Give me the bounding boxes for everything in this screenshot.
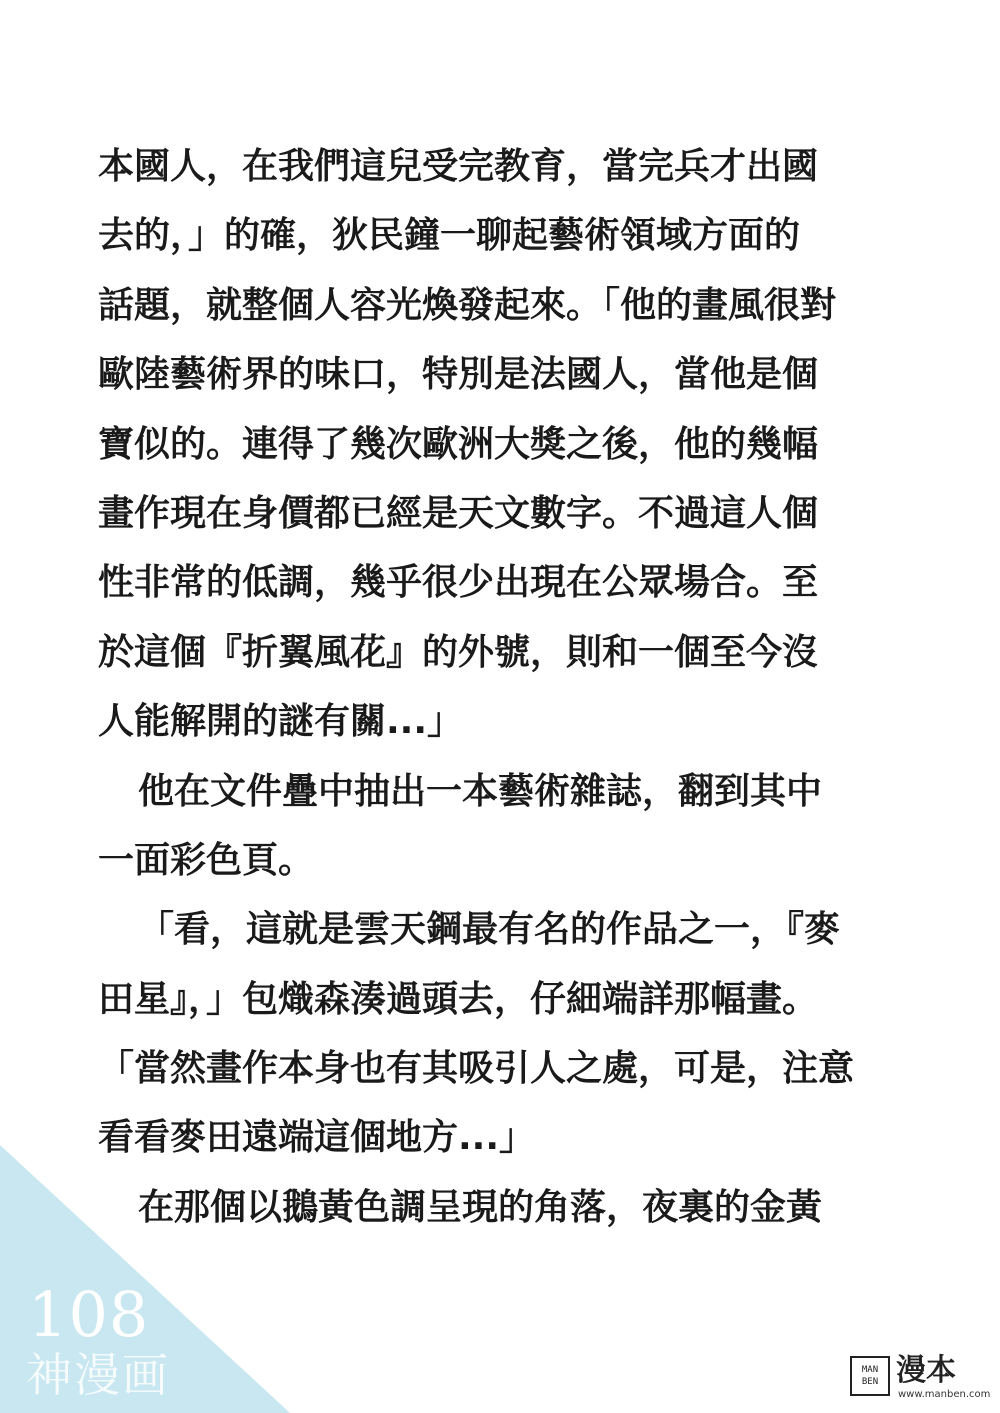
text-line: 人能解開的謎有關...」: [98, 701, 464, 743]
text-line: 「看，這就是雲天鋼最有名的作品之一，『麥: [138, 909, 841, 951]
text-line: 田星』，」包熾森湊過頭去，仔細端詳那幅畫。: [98, 978, 819, 1020]
watermark-url: www.manben.com: [898, 1389, 991, 1400]
text-line: 歐陸藝術界的味口，特別是法國人，當他是個: [98, 354, 819, 396]
text-line: 話題，就整個人容光煥發起來。「他的畫風很對: [98, 284, 837, 326]
text-line: 「當然畫作本身也有其吸引人之處，可是，注意: [98, 1048, 855, 1090]
text-line: 性非常的低調，幾乎很少出現在公眾場合。至: [98, 562, 819, 604]
text-line: 他在文件疊中抽出一本藝術雜誌，翻到其中: [138, 770, 823, 812]
body-text: [98, 132, 908, 1242]
text-line: 本國人，在我們這兒受完教育，當完兵才出國: [98, 146, 819, 187]
page-number: 108: [28, 1278, 150, 1351]
text-line: 在那個以鵝黃色調呈現的角落，夜裏的金黃: [138, 1186, 823, 1228]
watermark-left: 神漫画: [26, 1348, 170, 1402]
watermark-title: 漫本: [896, 1353, 956, 1388]
text-line: 看看麥田遠端這個地方...」: [98, 1117, 536, 1159]
text-line: 去的，」的確，狄民鐘一聊起藝術領域方面的: [98, 215, 801, 257]
text-line: 一面彩色頁。: [98, 839, 315, 881]
text-line: 畫作現在身價都已經是天文數字。不過這人個: [98, 492, 819, 534]
watermark-badge: MAN BEN: [850, 1356, 890, 1396]
text-line: 於這個『折翼風花』的外號，則和一個至今沒: [98, 631, 819, 673]
text-line: 寶似的。連得了幾次歐洲大獎之後，他的幾幅: [98, 423, 819, 465]
watermark-logo: [850, 1353, 991, 1402]
